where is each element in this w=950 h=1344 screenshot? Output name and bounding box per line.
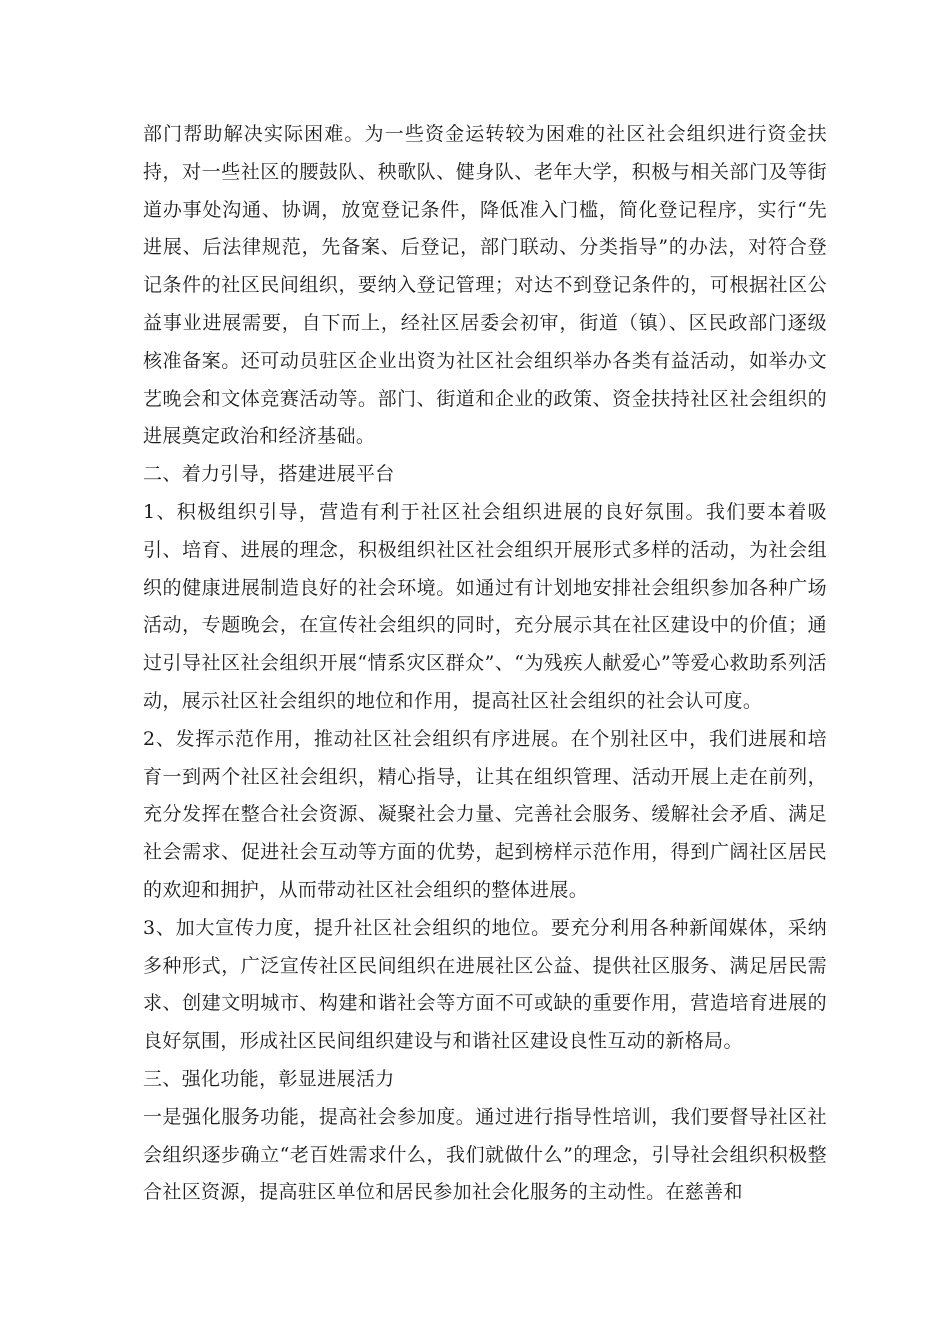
paragraph-service-function: 一是强化服务功能，提高社会参加度。通过进行指导性培训，我们要督导社区社会组织逐步确立“老百姓需求什么，我们就做什么”的理念，引导社会组织积极整合社区资源，提高驻区单位和居民参加社会化服务的主动性。在慈善和 (143, 1105, 827, 1204)
paragraph-guidance-1: 1、积极组织引导，营造有利于社区社会组织进展的良好氛围。我们要本着吸引、培育、进展的理念，积极组织社区社会组织开展形式多样的活动，为社会组织的健康进展制造良好的社会环境。如通过有计划地安排社会组织参加各种广场活动，专题晚会，在宣传社会组织的同时，充分展示其在社区建设中的价值；通过引导社区社会组织开展“情系灾区群众”、“为残疾人献爱心”等爱心救助系列活动，展示社区社会组织的地位和作用，提高社区社会组织的社会认可度。 (143, 500, 827, 712)
paragraph-funding-support: 部门帮助解决实际困难。为一些资金运转较为困难的社区社会组织进行资金扶持，对一些社区的腰鼓队、秧歌队、健身队、老年大学，积极与相关部门及等街道办事处沟通、协调，放宽登记条件，降低准入门槛，简化登记程序，实行“先进展、后法律规范，先备案、后登记，部门联动、分类指导”的办法，对符合登记条件的社区民间组织，要纳入登记管理；对达不到登记条件的，可根据社区公益事业进展需要，自下而上，经社区居委会初审，街道（镇）、区民政部门逐级核准备案。还可动员驻区企业出资为社区社会组织举办各类有益活动，如举办文艺晚会和文体竞赛活动等。部门、街道和企业的政策、资金扶持社区社会组织的进展奠定政治和经济基础。 (143, 123, 827, 448)
section-heading-3: 三、强化功能，彰显进展活力 (143, 1067, 395, 1090)
section-heading-2: 二、着力引导，搭建进展平台 (143, 463, 395, 486)
document-body (143, 116, 827, 1212)
paragraph-guidance-3: 3、加大宣传力度，提升社区社会组织的地位。要充分利用各种新闻媒体，采纳多种形式，广泛宣传社区民间组织在进展社区公益、提供社区服务、满足居民需求、创建文明城市、构建和谐社会等方面不可或缺的重要作用，营造培育进展的良好氛围，形成社区民间组织建设与和谐社区建设良性互动的新格局。 (143, 916, 827, 1053)
paragraph-guidance-2: 2、发挥示范作用，推动社区社会组织有序进展。在个别社区中，我们进展和培育一到两个社区社会组织，精心指导，让其在组织管理、活动开展上走在前列，充分发挥在整合社会资源、凝聚社会力量、完善社会服务、缓解社会矛盾、满足社会需求、促进社会互动等方面的优势，起到榜样示范作用，得到广阔社区居民的欢迎和拥护，从而带动社区社会组织的整体进展。 (143, 727, 827, 901)
